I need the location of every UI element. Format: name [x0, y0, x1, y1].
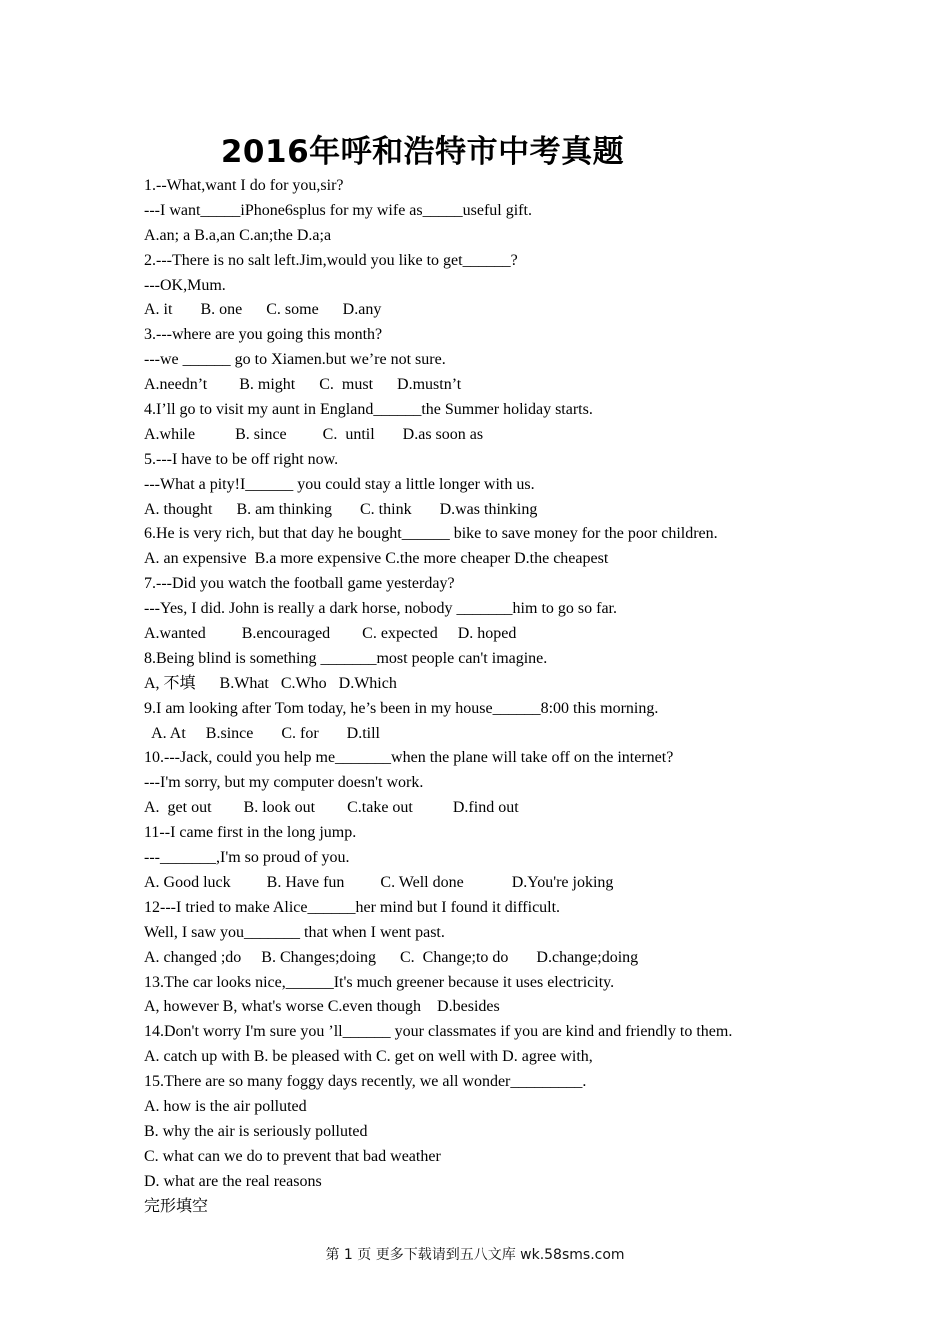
question-line: A, however B, what's worse C.even though D.besides: [144, 998, 500, 1016]
question-line: ---_______,I'm so proud of you.: [144, 849, 350, 867]
question-line: 8.Being blind is something _______most people can't imagine.: [144, 649, 548, 667]
question-line: A.needn’t B. might C. must D.mustn’t: [144, 376, 462, 394]
question-line: 1.--What,want I do for you,sir?: [144, 177, 344, 194]
question-line: 5.---I have to be off right now.: [144, 450, 339, 468]
question-line: Well, I saw you_______ that when I went past.: [144, 923, 445, 941]
question-line: 4.I’ll go to visit my aunt in England______the Summer holiday starts.: [144, 401, 593, 419]
page-title: 2016年呼和浩特市中考真题: [220, 134, 625, 170]
page-footer: 第 1 页 更多下载请到五八文库 wk.58sms.com: [325, 1247, 625, 1263]
question-line: A.an; a B.a,an C.an;the D.a;a: [144, 226, 332, 244]
question-line: A.wanted B.encouraged C. expected D. hoped: [144, 625, 517, 643]
question-line: A. an expensive B.a more expensive C.the more cheaper D.the cheapest: [144, 550, 609, 568]
question-line: D. what are the real reasons: [144, 1172, 322, 1190]
question-line: ---I'm sorry, but my computer doesn't work.: [144, 774, 424, 792]
question-line: 13.The car looks nice,______It's much greener because it uses electricity.: [144, 973, 615, 991]
question-line: 10.---Jack, could you help me_______when the plane will take off on the internet?: [144, 749, 674, 767]
question-line: 15.There are so many foggy days recently, we all wonder_________.: [144, 1073, 587, 1091]
question-line: ---What a pity!I______ you could stay a little longer with us.: [144, 475, 535, 493]
question-line: 12---I tried to make Alice______her mind but I found it difficult.: [144, 898, 561, 916]
question-line: 11--I came first in the long jump.: [144, 824, 357, 842]
question-line: A. how is the air polluted: [144, 1097, 307, 1115]
question-line: A.while B. since C. until D.as soon as: [144, 425, 484, 443]
question-line: ---we ______ go to Xiamen.but we’re not sure.: [144, 351, 446, 369]
question-line: A. thought B. am thinking C. think D.was thinking: [144, 500, 538, 518]
question-line: A. Good luck B. Have fun C. Well done D.You're joking: [144, 873, 614, 891]
question-line: 完形填空: [144, 1197, 209, 1215]
question-line: A. catch up with B. be pleased with C. get on well with D. agree with,: [144, 1048, 593, 1066]
question-line: 6.He is very rich, but that day he bought______ bike to save money for the poor children.: [144, 525, 718, 543]
question-line: 7.---Did you watch the football game yesterday?: [144, 575, 455, 593]
question-line: ---I want_____iPhone6splus for my wife as_____useful gift.: [144, 201, 532, 219]
question-line: A. At B.since C. for D.till: [144, 724, 380, 742]
question-line: A. get out B. look out C.take out D.find out: [144, 799, 519, 817]
question-line: 2.---There is no salt left.Jim,would you like to get______?: [144, 251, 518, 269]
question-line: C. what can we do to prevent that bad weather: [144, 1147, 441, 1165]
question-line: A, 不填 B.What C.Who D.Which: [144, 674, 397, 692]
question-line: 9.I am looking after Tom today, he’s been in my house______8:00 this morning.: [144, 699, 659, 717]
exam-questions: [144, 174, 924, 1219]
question-line: 3.---where are you going this month?: [144, 326, 383, 344]
question-line: B. why the air is seriously polluted: [144, 1122, 368, 1140]
question-line: A. changed ;do B. Changes;doing C. Change;to do D.change;doing: [144, 948, 639, 966]
question-line: ---OK,Mum.: [144, 276, 226, 294]
question-line: A. it B. one C. some D.any: [144, 301, 382, 319]
question-line: 14.Don't worry I'm sure you ’ll______ your classmates if you are kind and friendly to them.: [144, 1023, 733, 1041]
question-line: ---Yes, I did. John is really a dark horse, nobody _______him to go so far.: [144, 600, 617, 618]
